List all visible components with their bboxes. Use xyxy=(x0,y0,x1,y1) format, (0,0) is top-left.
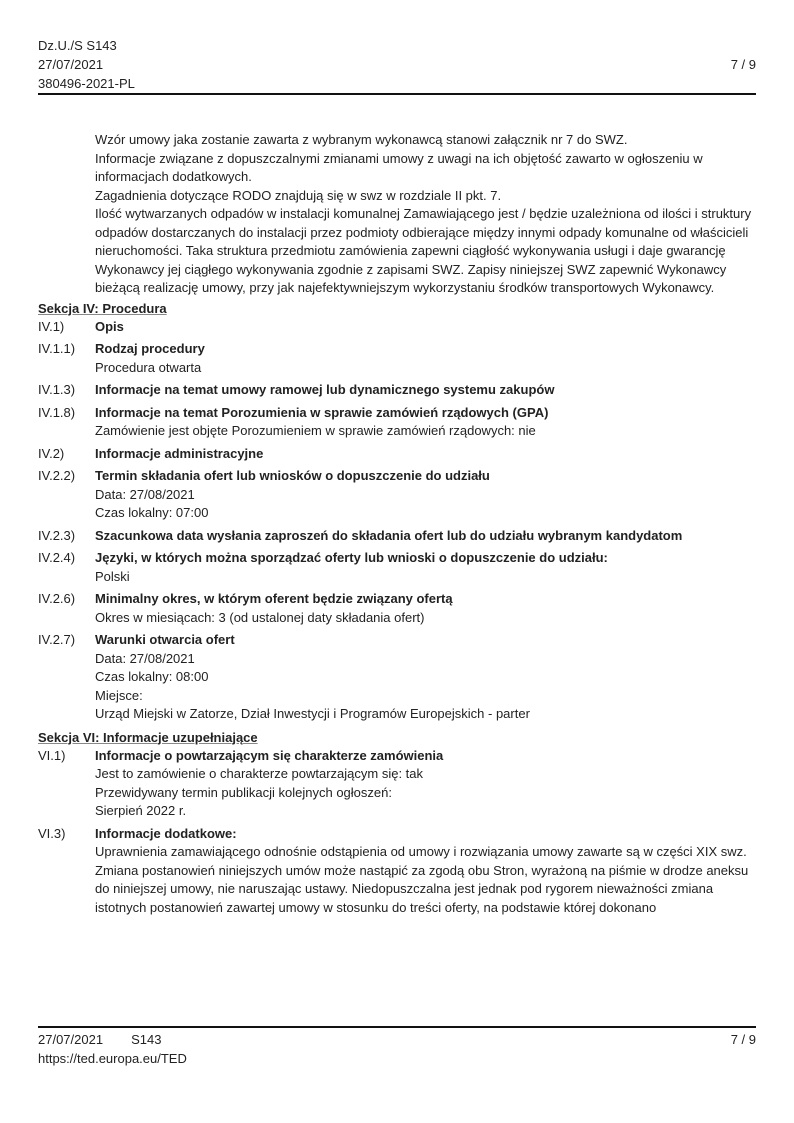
footer-code: S143 xyxy=(131,1032,162,1047)
intro-paragraph: Ilość wytwarzanych odpadów w instalacji komunalnej Zamawiającego jest / będzie uzależniona od ilości i struktury odpadów dostarczanych do instalacji przez podmioty odbierające między innymi odpady komunalne od właścicieli nieruchomości. Taka struktura przedmiotu zamówienia zapewni ciągłość wykonywania usługi i daje gwarancję Wykonawcy jej ciągłego wykonywania zgodnie z zapisami SWZ. Zapisy niniejszej SWZ zapewnić Wykonawcy bieżącą realizację umowy, przy jak najefektywniejszym wykorzystaniu środków transportowych Wykonawcy. xyxy=(95,206,752,295)
item-iv-2 xyxy=(38,445,758,464)
item-line: Miejsce: xyxy=(95,687,143,703)
item-line: Data: 27/08/2021 xyxy=(95,650,195,666)
section-title-procedure: Sekcja IV: Procedura xyxy=(38,300,167,316)
item-line: Sierpień 2022 r. xyxy=(95,803,187,818)
item-line: Polski xyxy=(95,568,130,584)
item-number: IV.2.2) xyxy=(38,468,76,483)
item-title: Szacunkowa data wysłania zaproszeń do składania ofert lub do udziału wybranym kandydatom xyxy=(95,527,683,543)
item-line: Przewidywany termin publikacji kolejnych ogłoszeń: xyxy=(95,784,392,800)
item-vi-3 xyxy=(38,825,758,918)
item-title: Informacje na temat umowy ramowej lub dynamicznego systemu zakupów xyxy=(95,382,555,397)
item-number: VI.1) xyxy=(38,747,66,763)
header-divider xyxy=(38,93,756,95)
footer-divider xyxy=(38,1026,756,1028)
item-number: IV.1.1) xyxy=(38,341,76,356)
item-line: Okres w miesiącach: 3 (od ustalonej daty składania ofert) xyxy=(95,609,425,625)
intro-paragraph: Wzór umowy jaka zostanie zawarta z wybranym wykonawcą stanowi załącznik nr 7 do SWZ. xyxy=(95,132,628,147)
item-number: IV.2) xyxy=(38,445,65,461)
item-line: Data: 27/08/2021 xyxy=(95,486,195,502)
page-footer xyxy=(38,1030,756,1068)
intro-block xyxy=(95,131,757,298)
item-line: Zamówienie jest objęte Porozumieniem w sprawie zamówień rządowych: nie xyxy=(95,423,536,438)
footer-url[interactable]: https://ted.europa.eu/TED xyxy=(38,1051,187,1066)
item-iv-2-4 xyxy=(38,549,758,586)
page-header xyxy=(38,36,756,93)
item-title: Informacje o powtarzającym się charakterze zamówienia xyxy=(95,747,444,763)
item-line: Urząd Miejski w Zatorze, Dział Inwestycji i Programów Europejskich - parter xyxy=(95,706,530,721)
item-number: IV.2.7) xyxy=(38,632,76,647)
item-line: Uprawnienia zamawiającego odnośnie odstąpienia od umowy i rozwiązania umowy zawarte są w części XIX swz. xyxy=(95,844,747,859)
item-title: Informacje administracyjne xyxy=(95,445,264,461)
item-vi-1 xyxy=(38,747,758,821)
item-line: Czas lokalny: 07:00 xyxy=(95,505,209,520)
item-iv-1-3 xyxy=(38,381,758,400)
intro-paragraph: Zagadnienia dotyczące RODO znajdują się w swz w rozdziale II pkt. 7. xyxy=(95,187,502,203)
item-title: Rodzaj procedury xyxy=(95,341,205,356)
item-title: Opis xyxy=(95,318,124,334)
footer-page-number: 7 / 9 xyxy=(730,1032,756,1047)
item-title: Minimalny okres, w którym oferent będzie związany ofertą xyxy=(95,591,453,606)
intro-paragraph: Informacje związane z dopuszczalnymi zmianami umowy z uwagi na ich objętość zawarto w ogłoszeniu w informacjach dodatkowych. xyxy=(95,150,703,184)
item-number: VI.3) xyxy=(38,825,66,841)
item-iv-2-7 xyxy=(38,631,758,724)
item-line: Jest to zamówienie o charakterze powtarzającym się: tak xyxy=(95,766,424,781)
item-line: Czas lokalny: 08:00 xyxy=(95,669,209,684)
item-number: IV.1.8) xyxy=(38,404,76,420)
item-iv-1-8 xyxy=(38,404,758,441)
header-journal: Dz.U./S S143 xyxy=(38,38,117,53)
item-iv-2-2 xyxy=(38,467,758,523)
item-iv-2-6 xyxy=(38,590,758,627)
item-iv-1 xyxy=(38,318,758,337)
item-title: Termin składania ofert lub wniosków o dopuszczenie do udziału xyxy=(95,468,490,483)
item-title: Informacje na temat Porozumienia w sprawie zamówień rządowych (GPA) xyxy=(95,404,549,420)
section-title-supplementary: Sekcja VI: Informacje uzupełniające xyxy=(38,729,258,745)
footer-date: 27/07/2021 xyxy=(38,1032,104,1047)
item-title: Informacje dodatkowe: xyxy=(95,825,237,841)
item-line: Zmiana postanowień niniejszych umów może nastąpić za zgodą obu Stron, wyrażoną na piśmie w drodze aneksu do niniejszej umowy, nie naruszając ustawy. Niedopuszczalna jest jednak pod rygorem nieważności zmiana istotnych postanowień zawartej umowy w stosunku do treści oferty, na podstawie której dokonano xyxy=(95,862,749,915)
document-content xyxy=(38,131,758,921)
header-notice-id: 380496-2021-PL xyxy=(38,76,135,91)
item-iv-1-1 xyxy=(38,340,758,377)
header-date: 27/07/2021 xyxy=(38,57,104,72)
item-title: Języki, w których można sporządzać oferty lub wnioski o dopuszczenie do udziału: xyxy=(95,550,608,565)
item-number: IV.2.6) xyxy=(38,591,76,606)
item-number: IV.1.3) xyxy=(38,382,76,397)
item-number: IV.2.3) xyxy=(38,527,76,543)
item-number: IV.1) xyxy=(38,318,65,334)
item-title: Warunki otwarcia ofert xyxy=(95,632,235,647)
item-number: IV.2.4) xyxy=(38,550,76,565)
header-page-number: 7 / 9 xyxy=(730,57,756,72)
item-iv-2-3 xyxy=(38,527,758,546)
item-line: Procedura otwarta xyxy=(95,359,202,375)
